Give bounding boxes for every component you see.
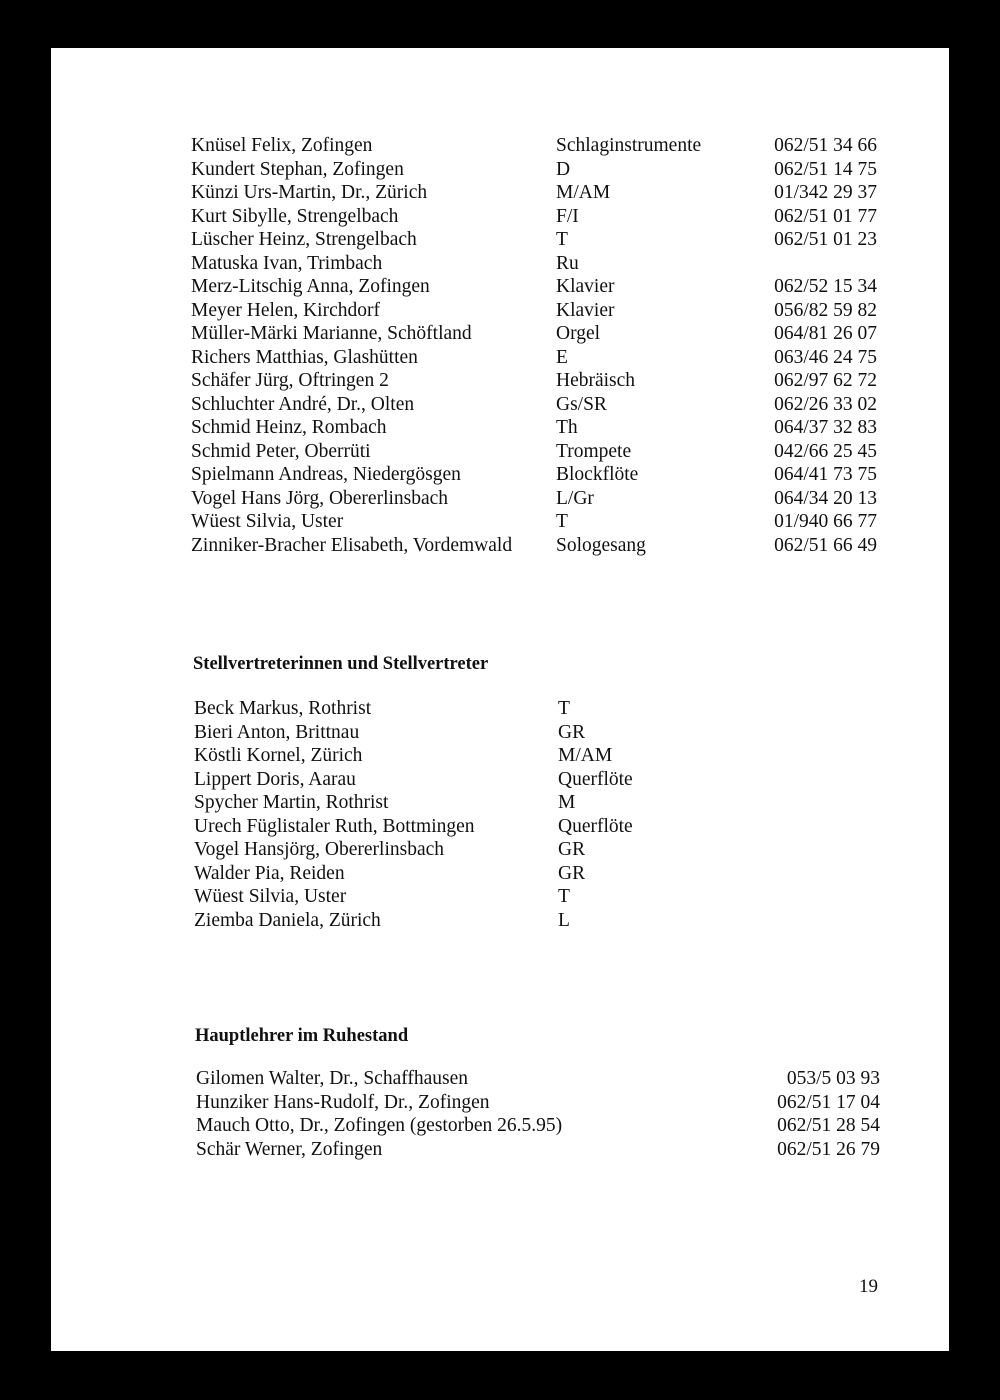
person-name: Richers Matthias, Glashütten (191, 346, 418, 368)
list-row (51, 1138, 949, 1161)
subject: E (556, 346, 568, 368)
person-name: Schmid Heinz, Rombach (191, 417, 387, 438)
subject: GR (558, 862, 586, 884)
list-row (51, 228, 949, 251)
subject: L/Gr (556, 487, 594, 509)
person-name: Bieri Anton, Brittnau (194, 721, 360, 743)
retired-heading: Hauptlehrer im Ruhestand (195, 1026, 409, 1046)
list-row (51, 487, 949, 510)
person-name: Schmid Peter, Oberrüti (191, 440, 371, 462)
subject: Trompete (556, 440, 632, 462)
phone-number: 062/51 01 23 (774, 229, 877, 250)
phone-number: 062/51 66 49 (774, 534, 877, 556)
phone-number: 062/51 14 75 (774, 158, 877, 180)
list-row (51, 275, 949, 298)
person-name: Spycher Martin, Rothrist (194, 792, 389, 813)
person-name: Vogel Hansjörg, Obererlinsbach (194, 839, 445, 860)
list-row (51, 1067, 949, 1090)
phone-number: 062/97 62 72 (774, 370, 877, 391)
subject: GR (558, 839, 586, 860)
phone-number: 062/52 15 34 (774, 276, 877, 297)
person-name: Hunziker Hans-Rudolf, Dr., Zofingen (196, 1091, 490, 1113)
list-row (51, 134, 949, 157)
person-name: Schäfer Jürg, Oftringen 2 (191, 370, 389, 391)
subject: D (556, 158, 571, 180)
list-row (51, 885, 949, 908)
subject: L (558, 909, 570, 931)
subject: Klavier (556, 276, 615, 297)
person-name: Kundert Stephan, Zofingen (191, 158, 404, 180)
phone-number: 064/41 73 75 (774, 464, 877, 485)
list-row (51, 721, 949, 744)
person-name: Urech Füglistaler Ruth, Bottmingen (194, 815, 475, 837)
subject: M/AM (556, 182, 611, 203)
person-name: Gilomen Walter, Dr., Schaffhausen (196, 1068, 469, 1089)
list-row (51, 322, 949, 345)
subject: M (558, 792, 576, 813)
subject: T (558, 886, 570, 907)
person-name: Knüsel Felix, Zofingen (191, 135, 373, 156)
phone-number: 053/5 03 93 (786, 1068, 880, 1089)
phone-number: 062/51 34 66 (774, 135, 877, 156)
list-row (51, 393, 949, 416)
list-row (51, 534, 949, 557)
list-row (51, 862, 949, 885)
list-row (51, 181, 949, 204)
person-name: Köstli Kornel, Zürich (194, 745, 363, 766)
phone-number: 062/51 01 77 (774, 205, 877, 227)
list-row (51, 416, 949, 439)
subject: Querflöte (558, 768, 633, 790)
subject: Sologesang (556, 534, 646, 556)
subject: Gs/SR (556, 393, 607, 415)
list-row (51, 510, 949, 533)
subject: T (558, 698, 570, 719)
list-row (51, 252, 949, 275)
list-row (51, 463, 949, 486)
subject: T (556, 511, 568, 532)
document-page (51, 48, 949, 1351)
person-name: Merz-Litschig Anna, Zofingen (191, 276, 430, 297)
list-row (51, 909, 949, 932)
phone-number: 062/51 28 54 (777, 1115, 880, 1136)
subject: Querflöte (558, 815, 633, 837)
person-name: Beck Markus, Rothrist (194, 698, 372, 719)
list-row (51, 815, 949, 838)
phone-number: 062/26 33 02 (774, 393, 877, 415)
subject: T (556, 229, 568, 250)
list-row (51, 838, 949, 861)
subject: Blockflöte (556, 464, 639, 485)
person-name: Ziemba Daniela, Zürich (194, 909, 381, 931)
list-row (51, 346, 949, 369)
person-name: Mauch Otto, Dr., Zofingen (gestorben 26.5.95) (196, 1115, 563, 1136)
list-row (51, 768, 949, 791)
substitutes-heading: Stellvertreterinnen und Stellvertreter (193, 654, 489, 674)
person-name: Kurt Sibylle, Strengelbach (191, 205, 399, 227)
person-name: Vogel Hans Jörg, Obererlinsbach (191, 487, 449, 509)
list-row (51, 1091, 949, 1114)
list-row (51, 158, 949, 181)
person-name: Müller-Märki Marianne, Schöftland (191, 323, 472, 344)
phone-number: 062/51 26 79 (777, 1138, 880, 1160)
phone-number: 064/37 32 83 (774, 417, 877, 438)
subject: Hebräisch (556, 370, 636, 391)
subject: Klavier (556, 299, 615, 321)
person-name: Künzi Urs-Martin, Dr., Zürich (191, 182, 428, 203)
person-name: Schär Werner, Zofingen (196, 1138, 383, 1160)
phone-number: 01/940 66 77 (774, 511, 877, 532)
subject: Orgel (556, 323, 601, 344)
phone-number: 042/66 25 45 (774, 440, 877, 462)
person-name: Wüest Silvia, Uster (191, 511, 344, 532)
subject: Schlaginstrumente (556, 135, 702, 156)
person-name: Wüest Silvia, Uster (194, 886, 347, 907)
list-row (51, 205, 949, 228)
page-number: 19 (859, 1276, 878, 1297)
person-name: Lippert Doris, Aarau (194, 768, 356, 790)
list-row (51, 697, 949, 720)
phone-number: 056/82 59 82 (774, 299, 877, 321)
list-row (51, 1114, 949, 1137)
list-row (51, 299, 949, 322)
phone-number: 064/81 26 07 (774, 323, 877, 344)
subject: Ru (556, 252, 579, 274)
person-name: Lüscher Heinz, Strengelbach (191, 229, 417, 250)
person-name: Spielmann Andreas, Niedergösgen (191, 464, 461, 485)
person-name: Matuska Ivan, Trimbach (191, 252, 383, 274)
subject: M/AM (558, 745, 613, 766)
person-name: Meyer Helen, Kirchdorf (191, 299, 380, 321)
subject: F/I (556, 205, 579, 227)
subject: GR (558, 721, 586, 743)
person-name: Walder Pia, Reiden (194, 862, 345, 884)
list-row (51, 791, 949, 814)
person-name: Zinniker-Bracher Elisabeth, Vordemwald (191, 534, 513, 556)
phone-number: 01/342 29 37 (774, 182, 877, 203)
phone-number: 062/51 17 04 (777, 1091, 880, 1113)
list-row (51, 744, 949, 767)
phone-number: 063/46 24 75 (774, 346, 877, 368)
list-row (51, 369, 949, 392)
phone-number: 064/34 20 13 (774, 487, 877, 509)
person-name: Schluchter André, Dr., Olten (191, 393, 415, 415)
list-row (51, 440, 949, 463)
subject: Th (556, 417, 578, 438)
